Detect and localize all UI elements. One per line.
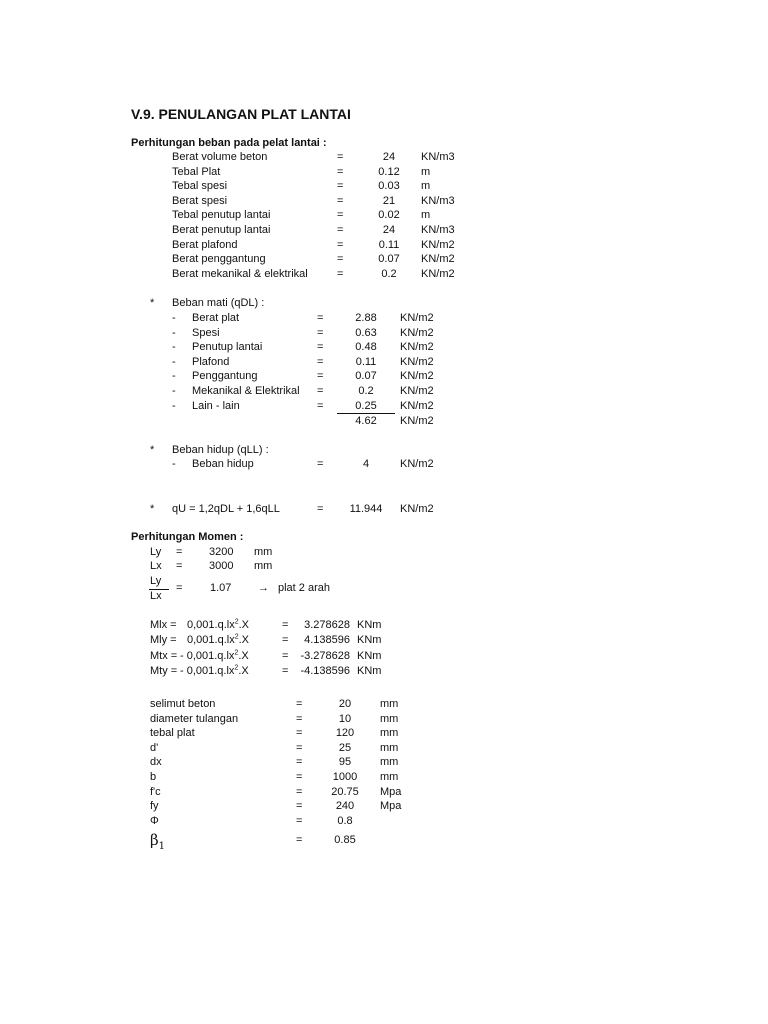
param-value: 95 [338, 756, 352, 769]
moment-expression: - $0,001.q.lx^2.X$ [180, 664, 249, 678]
dead-load-unit: KN/m2 [400, 312, 434, 324]
param-eq: = [296, 712, 303, 725]
lx-unit: mm [254, 560, 273, 572]
dead-load-unit: KN/m2 [400, 326, 434, 339]
arrow-icon: → [258, 582, 269, 594]
dead-load-label: Penutup lantai [192, 341, 263, 354]
dead-load-dash: - [172, 355, 176, 368]
moment-unit: KNm [357, 665, 382, 678]
param-label: fy [150, 800, 159, 813]
load-label: Tebal penutup lantai [172, 209, 271, 222]
param-unit: mm [380, 771, 399, 783]
ultimate-value: 11.944 [349, 503, 383, 515]
dead-load-unit: KN/m2 [400, 370, 434, 383]
load-value: 0.02 [378, 209, 400, 222]
moment-value: -3.278628 [300, 649, 350, 662]
ultimate-unit: KN/m2 [400, 503, 434, 515]
dead-load-dash: - [172, 399, 176, 412]
load-eq: = [337, 151, 344, 163]
dead-load-value: 0.63 [355, 326, 377, 339]
param-value: 25 [338, 741, 352, 754]
param-label: dx [150, 756, 162, 769]
param-eq: = [296, 698, 303, 710]
param-label: tebal plat [150, 727, 195, 740]
load-eq: = [337, 165, 344, 178]
dead-load-label: Spesi [192, 326, 220, 339]
load-unit: KN/m2 [421, 238, 455, 251]
load-value: 0.11 [378, 238, 400, 251]
load-label: Tebal spesi [172, 180, 228, 193]
lx-value: 3000 [209, 560, 234, 572]
load-value: 24 [382, 224, 396, 236]
moment-eq: = [282, 665, 289, 678]
load-eq: = [337, 224, 344, 236]
moment-unit: KNm [357, 634, 382, 647]
dead-load-label: Plafond [192, 355, 230, 368]
load-label: Berat plafond [172, 238, 238, 251]
param-eq: = [296, 800, 303, 813]
dead-load-dash: - [172, 341, 176, 354]
param-value: 120 [335, 727, 355, 740]
dead-load-bullet: * [150, 297, 155, 309]
dead-load-unit: KN/m2 [400, 341, 434, 354]
dead-load-label: Mekanikal & Elektrikal [192, 385, 300, 397]
param-eq: = [296, 727, 303, 740]
beta-eq: = [296, 834, 303, 846]
ultimate-eq: = [317, 503, 324, 515]
moment-value: -4.138596 [300, 665, 350, 678]
ratio-eq: = [176, 582, 183, 594]
param-value: 1000 [332, 771, 358, 783]
param-label: f'c [150, 785, 161, 798]
lx-eq: = [176, 560, 183, 572]
dead-load-label: Lain - lain [192, 399, 240, 412]
ratio-note: plat 2 arah [278, 582, 330, 594]
dead-load-value: 0.25 [355, 399, 377, 412]
load-value: 24 [382, 151, 396, 163]
dead-load-dash: - [172, 312, 176, 324]
param-value: 20.75 [331, 785, 359, 798]
ratio-value: 1.07 [210, 582, 232, 594]
moment-eq: = [282, 619, 289, 631]
dead-load-value: 0.07 [355, 370, 377, 383]
load-unit: KN/m3 [421, 151, 455, 163]
moment-name: Mlx = [150, 619, 177, 631]
dead-load-unit: KN/m2 [400, 399, 434, 412]
load-label: Tebal Plat [172, 165, 221, 178]
live-load-unit: KN/m2 [400, 458, 434, 470]
live-load-dash: - [172, 458, 176, 470]
load-eq: = [337, 209, 344, 222]
dead-load-eq: = [317, 312, 324, 324]
ly-unit: mm [254, 546, 273, 558]
param-unit: Mpa [380, 785, 402, 798]
param-unit: mm [380, 741, 399, 754]
dead-load-dash: - [172, 385, 176, 397]
param-value: 240 [335, 800, 355, 813]
live-load-eq: = [317, 458, 324, 470]
load-label: Berat penutup lantai [172, 224, 271, 236]
moment-unit: KNm [357, 649, 382, 662]
moment-expression: $0,001.q.lx^2.X$ [187, 618, 250, 631]
param-eq: = [296, 756, 303, 769]
load-label: Berat mekanikal & elektrikal [172, 267, 308, 280]
load-value: 0.07 [378, 253, 400, 266]
dead-load-eq: = [317, 341, 324, 354]
live-load-heading: Beban hidup (qLL) : [172, 444, 269, 456]
page-title: V.9. PENULANGAN PLAT LANTAI [131, 106, 351, 122]
param-label: diameter tulangan [150, 712, 239, 725]
param-label: Φ [150, 814, 159, 827]
dead-load-dash: - [172, 326, 176, 339]
param-label: selimut beton [150, 698, 216, 710]
load-value: 0.03 [378, 180, 400, 193]
param-unit: mm [380, 712, 399, 725]
lx-label: Lx [150, 560, 162, 572]
load-value: 0.2 [381, 267, 397, 280]
moment-heading: Perhitungan Momen : [131, 531, 244, 543]
ultimate-label: qU = 1,2qDL + 1,6qLL [172, 503, 280, 515]
dead-load-eq: = [317, 355, 324, 368]
param-value: 20 [338, 698, 352, 710]
moment-value: 4.138596 [304, 634, 350, 647]
param-eq: = [296, 814, 303, 827]
moment-value: 3.278628 [304, 619, 350, 631]
dead-load-total-value: 4.62 [355, 415, 377, 427]
ly-eq: = [176, 546, 183, 558]
moment-eq: = [282, 634, 289, 647]
param-value: 10 [338, 712, 352, 725]
dead-load-unit: KN/m2 [400, 355, 434, 368]
beta-symbol: $\beta_1$ [150, 831, 166, 852]
load-unit: KN/m3 [421, 194, 455, 207]
dead-load-value: 0.11 [355, 355, 377, 368]
load-unit: m [421, 165, 431, 178]
param-unit: mm [380, 727, 399, 740]
load-value: 21 [382, 194, 396, 207]
load-label: Berat volume beton [172, 151, 268, 163]
load-value: 0.12 [378, 165, 400, 178]
moment-name: Mty = [150, 665, 178, 678]
live-load-value: 4 [362, 458, 370, 470]
ratio-numerator: Ly [150, 575, 162, 587]
moment-name: Mly = [150, 634, 177, 647]
moment-name: Mtx = [150, 649, 178, 662]
dead-load-eq: = [317, 399, 324, 412]
dead-load-value: 2.88 [355, 312, 377, 324]
dead-load-eq: = [317, 385, 324, 397]
moment-unit: KNm [357, 619, 382, 631]
dead-load-dash: - [172, 370, 176, 383]
ultimate-bullet: * [150, 503, 155, 515]
load-unit: m [421, 209, 431, 222]
ly-label: Ly [150, 546, 162, 558]
moment-expression: $0,001.q.lx^2.X$ [187, 633, 250, 647]
dead-load-unit: KN/m2 [400, 385, 434, 397]
load-unit: KN/m3 [421, 224, 455, 236]
moment-expression: - $0,001.q.lx^2.X$ [180, 649, 249, 662]
load-eq: = [337, 267, 344, 280]
dead-load-value: 0.48 [355, 341, 377, 354]
load-unit: KN/m2 [421, 253, 455, 266]
param-eq: = [296, 741, 303, 754]
param-eq: = [296, 771, 303, 783]
sum-line [337, 413, 395, 414]
load-label: Berat penggantung [172, 253, 266, 266]
moment-eq: = [282, 649, 289, 662]
ratio-denominator: Lx [150, 590, 162, 602]
dead-load-label: Berat plat [192, 312, 240, 324]
live-load-label: Beban hidup [192, 458, 254, 470]
dead-load-total-unit: KN/m2 [400, 415, 434, 427]
beta-value: 0.85 [334, 834, 356, 846]
load-unit: m [421, 180, 431, 193]
param-label: d' [150, 741, 159, 754]
dead-load-value: 0.2 [358, 385, 374, 397]
load-unit: KN/m2 [421, 267, 455, 280]
ly-value: 3200 [209, 546, 234, 558]
load-label: Berat spesi [172, 194, 228, 207]
param-value: 0.8 [337, 814, 353, 827]
load-eq: = [337, 180, 344, 193]
load-eq: = [337, 238, 344, 251]
dead-load-eq: = [317, 326, 324, 339]
dead-load-label: Penggantung [192, 370, 258, 383]
load-eq: = [337, 253, 344, 266]
live-load-bullet: * [150, 444, 155, 456]
param-eq: = [296, 785, 303, 798]
param-unit: mm [380, 756, 399, 769]
param-unit: Mpa [380, 800, 402, 813]
load-eq: = [337, 194, 344, 207]
param-unit: mm [380, 698, 399, 710]
loads-heading: Perhitungan beban pada pelat lantai : [131, 137, 327, 149]
param-label: b [150, 771, 157, 783]
dead-load-eq: = [317, 370, 324, 383]
dead-load-heading: Beban mati (qDL) : [172, 297, 265, 309]
